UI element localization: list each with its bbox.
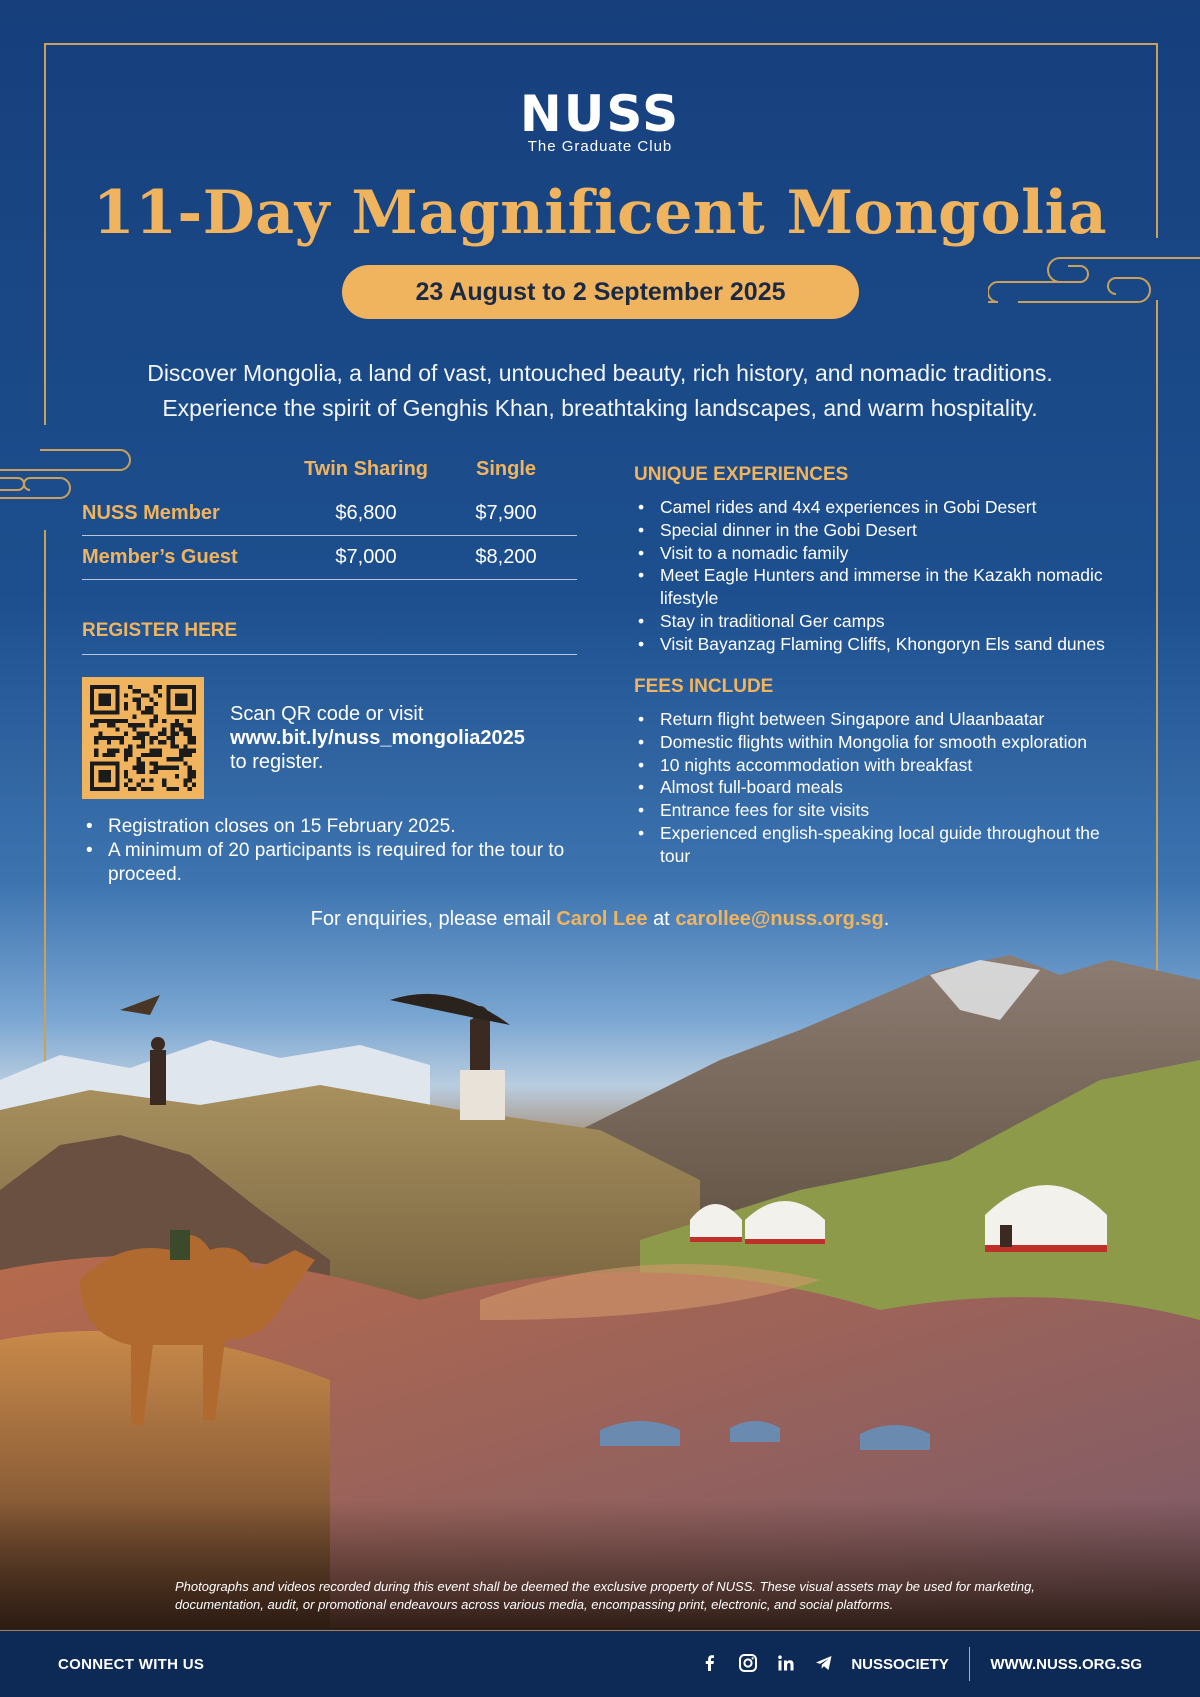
intro-line-1: Discover Mongolia, a land of vast, untouched beauty, rich history, and nomadic traditions. <box>147 360 1053 386</box>
frame-top <box>44 43 1158 45</box>
header-single: Single <box>475 458 536 480</box>
list-item: • Return flight between Singapore and Ulaanbaatar <box>634 708 1134 731</box>
social-handle[interactable]: NUSSOCIETY <box>851 1655 949 1673</box>
contact-email-link[interactable]: carollee@nuss.org.sg <box>675 908 884 930</box>
enquiry-suffix: . <box>883 908 890 930</box>
cloud-ornament-right <box>988 252 1200 312</box>
fees-heading: FEES INCLUDE <box>634 676 774 697</box>
list-item: • Visit Bayanzag Flaming Cliffs, Khongoryn Els sand dunes <box>634 633 1134 656</box>
twin-price: $7,000 <box>335 546 397 568</box>
enquiry-mid: at <box>653 908 670 930</box>
enquiry-prefix: For enquiries, please email <box>310 908 551 930</box>
website-link[interactable]: WWW.NUSS.ORG.SG <box>990 1655 1142 1673</box>
list-item: • Camel rides and 4x4 experiences in Gobi Desert <box>634 496 1134 519</box>
intro-line-2: Experience the spirit of Genghis Khan, breathtaking landscapes, and warm hospitality. <box>162 395 1038 421</box>
register-line-3: to register. <box>230 751 324 773</box>
header-twin-sharing: Twin Sharing <box>303 458 429 480</box>
list-item: • Domestic flights within Mongolia for smooth exploration <box>634 731 1134 754</box>
list-item: • Stay in traditional Ger camps <box>634 610 1134 633</box>
instagram-icon[interactable] <box>737 1653 759 1675</box>
enquiry-line <box>0 908 1200 931</box>
register-instructions <box>230 702 580 774</box>
fees-section <box>634 676 1134 868</box>
qr-code-icon <box>90 685 196 791</box>
connect-label: CONNECT WITH US <box>58 1655 205 1673</box>
mongolia-landscape-illustration <box>0 940 1200 1630</box>
table-row <box>82 492 577 536</box>
experiences-section <box>634 464 1134 656</box>
list-item: • Experienced english-speaking local guide throughout the tour <box>634 822 1134 868</box>
logo-tagline: The Graduate Club <box>527 138 673 155</box>
register-line-1: Scan QR code or visit <box>230 703 424 725</box>
nuss-logo <box>0 85 1200 155</box>
experiences-heading: UNIQUE EXPERIENCES <box>634 464 849 485</box>
list-item: • Special dinner in the Gobi Desert <box>634 519 1134 542</box>
intro-text <box>60 356 1140 426</box>
linkedin-icon[interactable] <box>775 1653 797 1675</box>
telegram-icon[interactable] <box>813 1653 835 1675</box>
twin-price: $6,800 <box>335 502 397 524</box>
social-links <box>699 1647 1142 1681</box>
list-item: • 10 nights accommodation with breakfast <box>634 754 1134 777</box>
price-table-header <box>82 458 577 492</box>
row-label: Member’s Guest <box>82 546 238 568</box>
frame-right-lower <box>1156 300 1158 980</box>
list-item: • Visit to a nomadic family <box>634 542 1134 565</box>
list-item: • Registration closes on 15 February 2025. <box>82 815 582 839</box>
date-badge: 23 August to 2 September 2025 <box>342 265 859 319</box>
row-label: NUSS Member <box>82 502 220 524</box>
page-title: 11-Day Magnificent Mongolia <box>92 178 1108 248</box>
footer-bar <box>0 1631 1200 1697</box>
facebook-icon[interactable] <box>699 1653 721 1675</box>
price-table <box>82 458 577 580</box>
list-item: • Meet Eagle Hunters and immerse in the Kazakh nomadic lifestyle <box>634 564 1134 610</box>
registration-notes <box>82 815 582 887</box>
list-item: • Entrance fees for site visits <box>634 799 1134 822</box>
register-link[interactable]: www.bit.ly/nuss_mongolia2025 <box>230 727 525 749</box>
list-item: • A minimum of 20 participants is required for the tour to proceed. <box>82 839 582 887</box>
register-heading: REGISTER HERE <box>82 620 577 655</box>
contact-name: Carol Lee <box>556 908 648 930</box>
logo-wordmark: NUSS <box>519 85 681 143</box>
registration-qr-code[interactable] <box>82 677 204 799</box>
footer-divider <box>969 1647 971 1681</box>
photo-disclaimer: Photographs and videos recorded during this event shall be deemed the exclusive property of NUSS. These visual assets may be used for marketing, documentation, audit, or promotional endeavours across various media, encompassing print, electronic, and social platforms. <box>175 1579 1035 1612</box>
table-row <box>82 536 577 580</box>
single-price: $7,900 <box>475 502 537 524</box>
single-price: $8,200 <box>475 546 537 568</box>
list-item: • Almost full-board meals <box>634 776 1134 799</box>
